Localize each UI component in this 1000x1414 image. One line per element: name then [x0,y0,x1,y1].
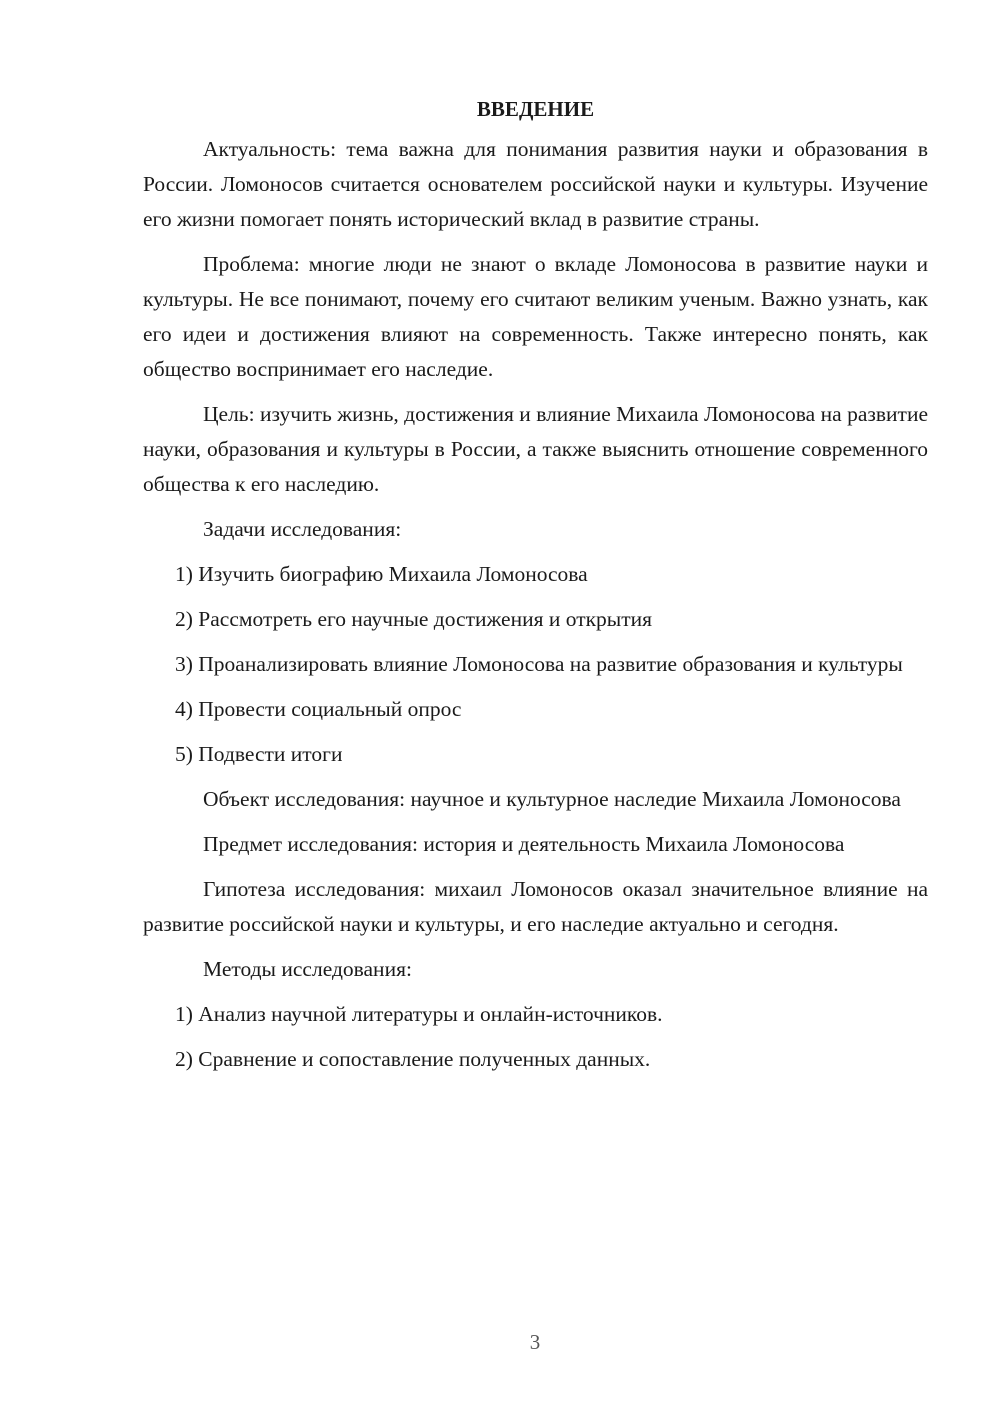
task-item: 1) Изучить биографию Михаила Ломоносова [175,562,588,586]
document-page [143,92,928,1087]
relevance-paragraph: Актуальность: тема важна для понимания развития науки и образования в России. Ломоносов считается основателем российской науки и культуры. Изучение его жизни помогает понять исторический вклад в развитие страны. [143,137,928,231]
goal-paragraph: Цель: изучить жизнь, достижения и влияние Михаила Ломоносова на развитие науки, образования и культуры в России, а также выяснить отношение современного общества к его наследию. [143,402,928,496]
task-item: 4) Провести социальный опрос [175,697,462,721]
task-item: 5) Подвести итоги [175,742,343,766]
hypothesis-paragraph: Гипотеза исследования: михаил Ломоносов оказал значительное влияние на развитие российской науки и культуры, и его наследие актуально и сегодня. [143,877,928,936]
task-item: 2) Рассмотреть его научные достижения и открытия [175,607,653,631]
task-item: 3) Проанализировать влияние Ломоносова на развитие образования и культуры [175,652,903,676]
method-item: 1) Анализ научной литературы и онлайн-источников. [175,1002,663,1026]
page-number: 3 [529,1330,541,1354]
method-item: 2) Сравнение и сопоставление полученных данных. [175,1047,651,1071]
problem-paragraph: Проблема: многие люди не знают о вкладе Ломоносова в развитие науки и культуры. Не все понимают, почему его считают великим ученым. Важно узнать, как его идеи и достижения влияют на современность. Также интересно понять, как общество воспринимает его наследие. [143,252,928,381]
methods-heading: Методы исследования: [203,957,412,981]
object-paragraph: Объект исследования: научное и культурное наследие Михаила Ломоносова [203,787,901,811]
page-title: ВВЕДЕНИЕ [476,97,595,121]
tasks-heading: Задачи исследования: [203,517,402,541]
subject-paragraph: Предмет исследования: история и деятельность Михаила Ломоносова [203,832,845,856]
